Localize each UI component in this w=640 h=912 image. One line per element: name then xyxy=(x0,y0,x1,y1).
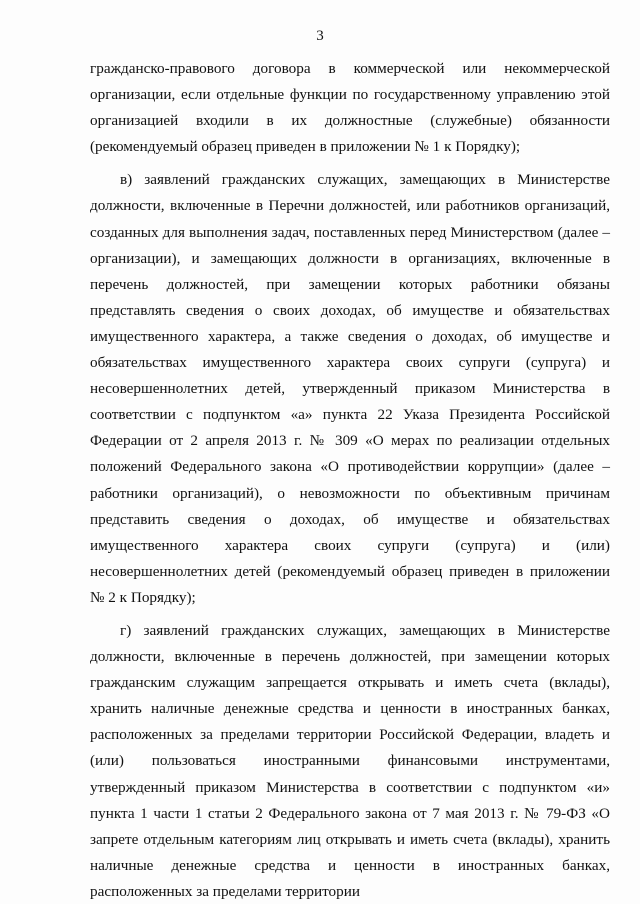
paragraph-item-g: г) заявлений гражданских служащих, замещающих в Министерстве должности, включенные в перечень должностей, при замещении которых гражданским служащим запрещается открывать и иметь счета (вклады), хранить наличные денежные средства и ценности в иностранных банках, расположенных за пределами территории Российской Федерации, владеть и (или) пользоваться иностранными финансовыми инструментами, утвержденный приказом Министерства в соответствии с подпунктом «и» пункта 1 части 1 статьи 2 Федерального закона от 7 мая 2013 г. № 79-ФЗ «О запрете отдельным категориям лиц открывать и иметь счета (вклады), хранить наличные денежные средства и ценности в иностранных банках, расположенных за пределами территории xyxy=(90,621,610,900)
page-number: 3 xyxy=(316,28,324,44)
paragraph-item-v: в) заявлений гражданских служащих, замещающих в Министерстве должности, включенные в Перечни должностей, или работников организаций, созданных для выполнения задач, поставленных перед Министерством (далее – организации), и замещающих должности в организациях, включенные в перечень должностей, при замещении которых работники обязаны представлять сведения о своих доходах, об имуществе и обязательствах имущественного характера, а также сведения о доходах, об имуществе и обязательствах имущественного характера своих супруги (супруга) и несовершеннолетних детей, утвержденный приказом Министерства в соответствии с подпунктом «а» пункта 22 Указа Президента Российской Федерации от 2 апреля 2013 г. № 309 «О мерах по реализации отдельных положений Федерального закона «О противодействии коррупции» (далее – работники организаций), о невозможности по объективным причинам представить сведения о доходах, об имуществе и обязательствах имущественного характера своих супруги (супруга) и (или) несовершеннолетних детей (рекомендуемый образец приведен в приложении № 2 к Порядку); xyxy=(90,171,610,606)
document-body xyxy=(90,56,610,912)
paragraph-continuation: гражданско-правового договора в коммерческой или некоммерческой организации, если отдельные функции по государственному управлению этой организацией входили в их должностные (служебные) обязанности (рекомендуемый образец приведен в приложении № 1 к Порядку); xyxy=(90,60,610,156)
